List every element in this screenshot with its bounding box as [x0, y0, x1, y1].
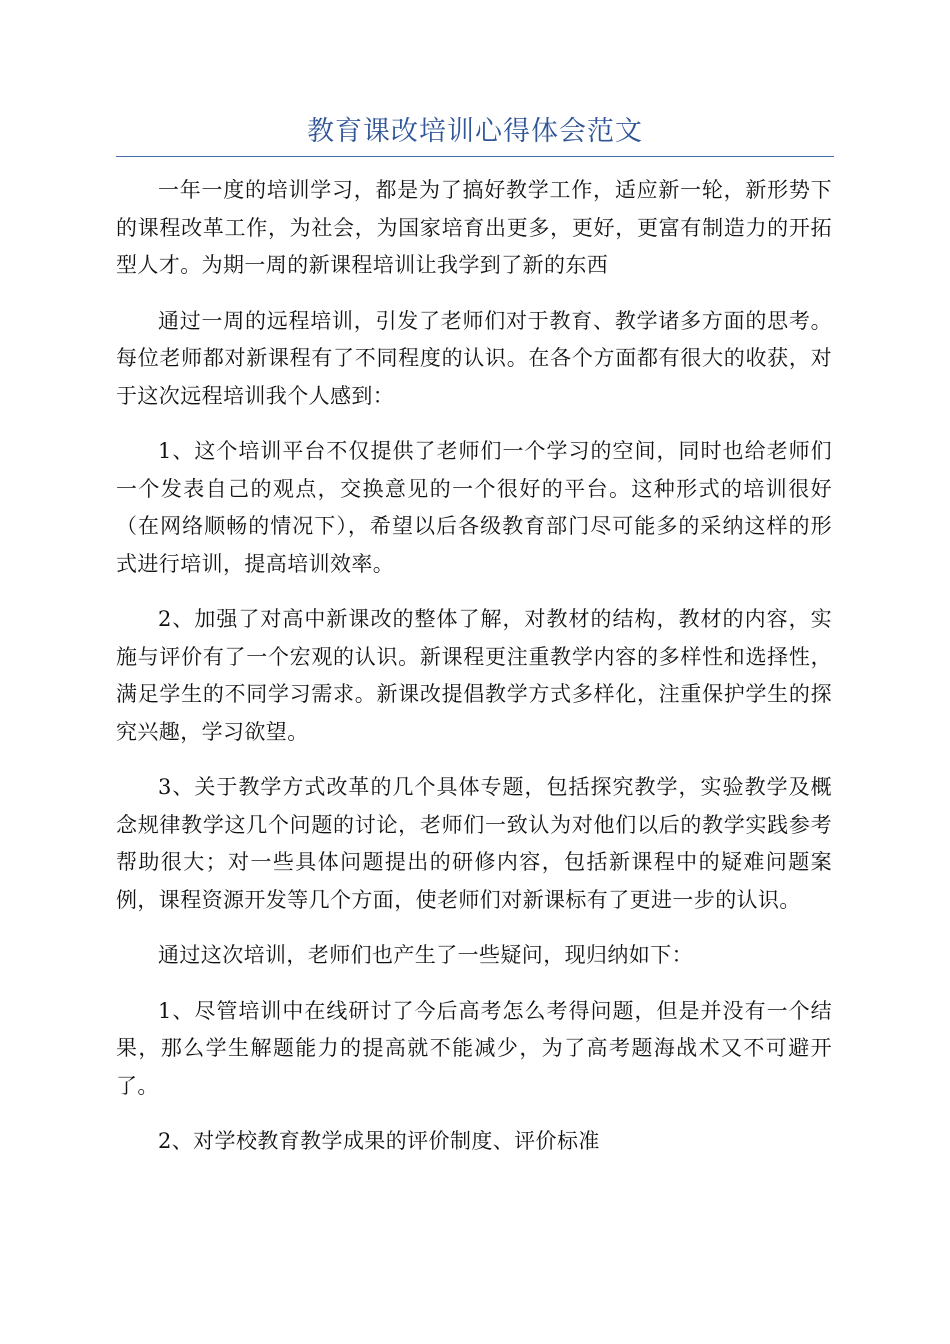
- paragraph-6: 通过这次培训，老师们也产生了一些疑问，现归纳如下：: [158, 943, 693, 967]
- paragraph-7: 1、尽管培训中在线研讨了今后高考怎么考得问题，但是并没有一个结果，那么学生解题能力的提高就不能减少，为了高考题海战术又不可避开了。: [116, 998, 832, 1098]
- paragraph-3: 1、这个培训平台不仅提供了老师们一个学习的空间，同时也给老师们一个发表自己的观点，交换意见的一个很好的平台。这种形式的培训很好（在网络顺畅的情况下），希望以后各级教育部门尽可能多的采纳这样的形式进行培训，提高培训效率。: [116, 439, 832, 576]
- paragraph-2: 通过一周的远程培训，引发了老师们对于教育、教学诸多方面的思考。每位老师都对新课程有了不同程度的认识。在各个方面都有很大的收获，对于这次远程培训我个人感到：: [116, 308, 832, 408]
- document-body: [116, 172, 832, 1179]
- document-title: 教育课改培训心得体会范文: [307, 116, 643, 147]
- paragraph-1: 一年一度的培训学习，都是为了搞好教学工作，适应新一轮，新形势下的课程改革工作，为社会，为国家培育出更多，更好，更富有制造力的开拓型人才。为期一周的新课程培训让我学到了新的东西: [116, 178, 832, 277]
- paragraph-4: 2、加强了对高中新课改的整体了解，对教材的结构，教材的内容，实施与评价有了一个宏观的认识。新课程更注重教学内容的多样性和选择性，满足学生的不同学习需求。新课改提倡教学方式多样化，注重保护学生的探究兴趣，学习欲望。: [116, 607, 832, 744]
- title-block: [116, 112, 834, 157]
- paragraph-5: 3、关于教学方式改革的几个具体专题，包括探究教学，实验教学及概念规律教学这几个问题的讨论，老师们一致认为对他们以后的教学实践参考帮助很大；对一些具体问题提出的研修内容，包括新课程中的疑难问题案例，课程资源开发等几个方面，使老师们对新课标有了更进一步的认识。: [116, 775, 832, 912]
- paragraph-8: 2、对学校教育教学成果的评价制度、评价标准: [158, 1129, 600, 1153]
